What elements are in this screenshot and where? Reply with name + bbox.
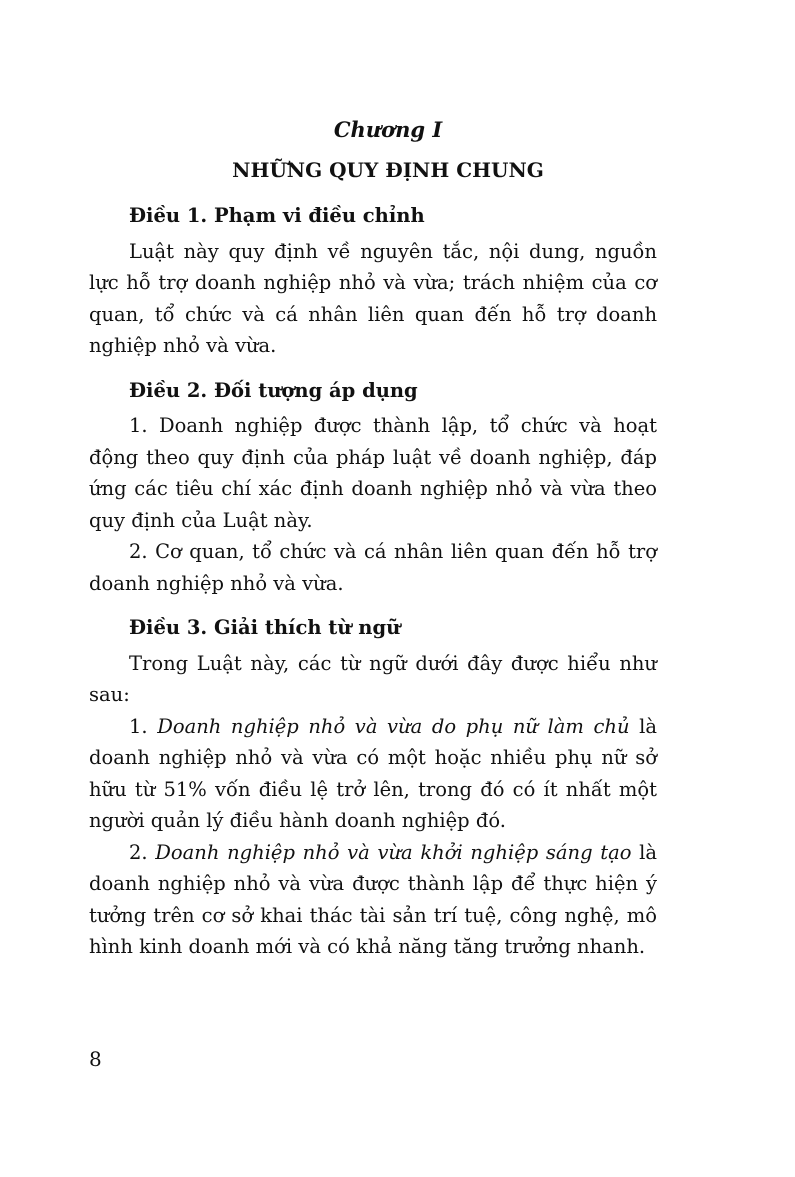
item-2-definition: là doanh nghiệp nhỏ và vừa được thành lập để thực hiện ý tưởng trên cơ sở khai thác tài sản trí tuệ, công nghệ, mô hình kinh doanh mới và có khả năng tăng trưởng nhanh. [89, 840, 658, 958]
article-3-item-2 [89, 837, 657, 963]
item-1-definition: là doanh nghiệp nhỏ và vừa có một hoặc nhiều phụ nữ sở hữu từ 51% vốn điều lệ trở lên, trong đó có ít nhất một người quản lý điều hành doanh nghiệp đó. [89, 714, 657, 832]
item-2-number: 2. [129, 840, 148, 864]
article-3-intro: Trong Luật này, các từ ngữ dưới đây được hiểu như sau: [89, 651, 657, 706]
item-2-term: Doanh nghiệp nhỏ và vừa khởi nghiệp sáng tạo [155, 840, 632, 864]
article-1-heading: Điều 1. Phạm vi điều chỉnh [129, 204, 425, 227]
chapter-title: NHỮNG QUY ĐỊNH CHUNG [232, 158, 544, 182]
article-2-paragraph-2: 2. Cơ quan, tổ chức và cá nhân liên quan đến hỗ trợ doanh nghiệp nhỏ và vừa. [89, 540, 657, 595]
article-3-heading: Điều 3. Giải thích từ ngữ [129, 616, 401, 639]
item-1-term: Doanh nghiệp nhỏ và vừa do phụ nữ làm chủ [157, 714, 630, 738]
page-number: 8 [89, 1047, 102, 1071]
article-2-paragraph-1: 1. Doanh nghiệp được thành lập, tổ chức và hoạt động theo quy định của pháp luật về doanh nghiệp, đáp ứng các tiêu chí xác định doanh nghiệp nhỏ và vừa theo quy định của Luật này. [89, 414, 657, 532]
item-1-number: 1. [129, 714, 148, 738]
article-2-heading: Điều 2. Đối tượng áp dụng [129, 378, 418, 402]
article-3-item-1 [89, 711, 657, 837]
chapter-label: Chương I [333, 117, 443, 142]
article-1-paragraph-1: Luật này quy định về nguyên tắc, nội dung, nguồn lực hỗ trợ doanh nghiệp nhỏ và vừa; trách nhiệm của cơ quan, tổ chức và cá nhân liên quan đến hỗ trợ doanh nghiệp nhỏ và vừa. [89, 239, 657, 357]
page-body [89, 113, 657, 963]
